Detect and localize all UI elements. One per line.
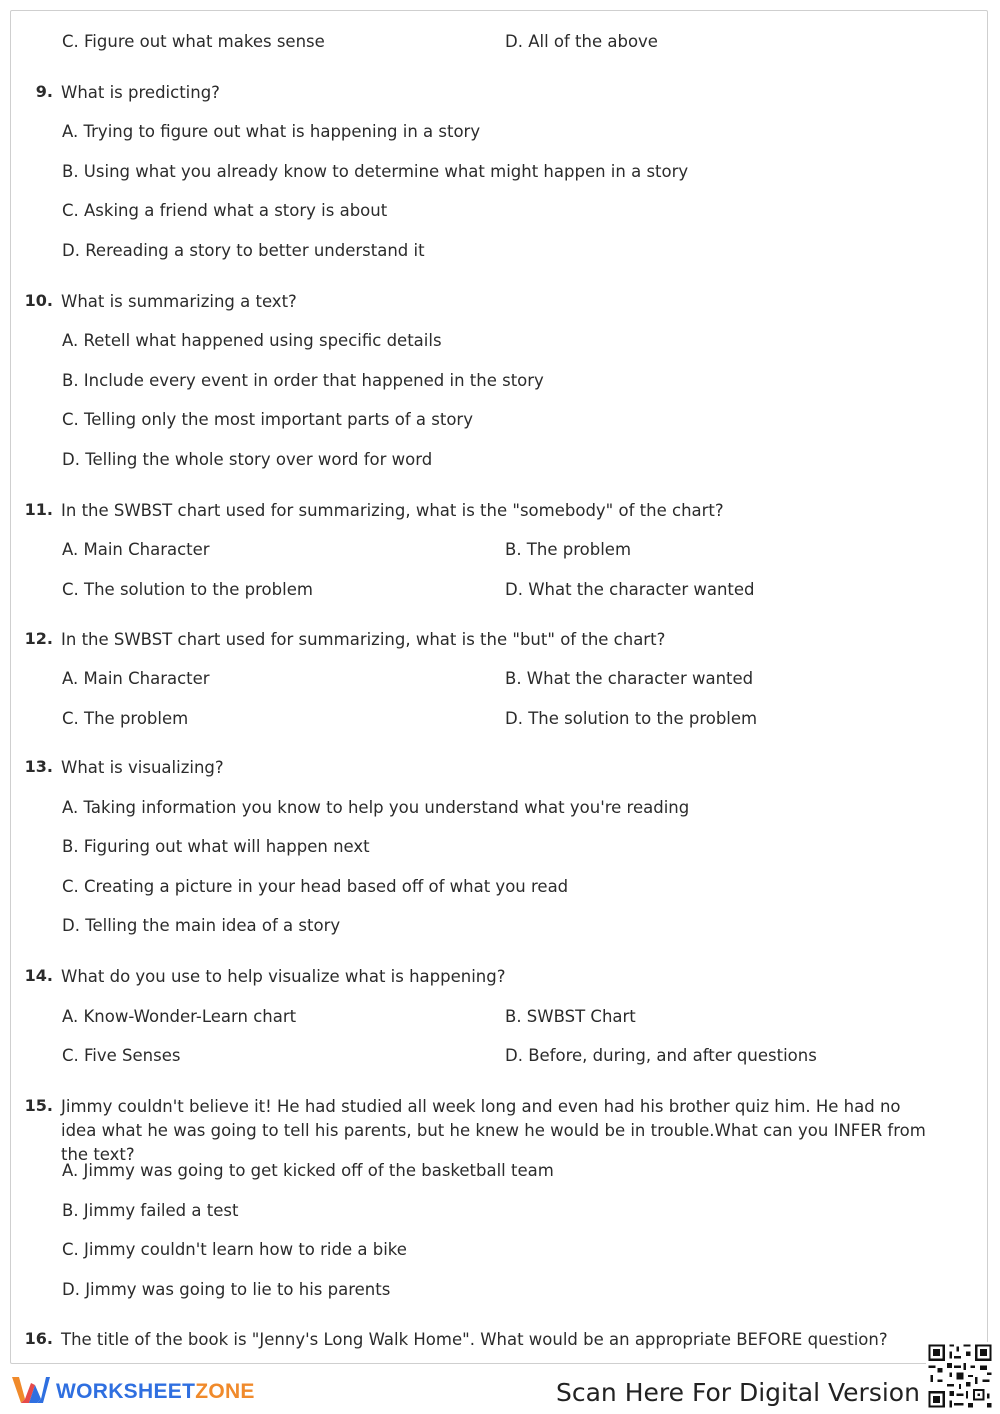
scan-instruction: Scan Here For Digital Version bbox=[556, 1378, 920, 1407]
answer-option[interactable]: A. Jimmy was going to get kicked off of the basketball team bbox=[62, 1161, 554, 1180]
answer-option[interactable]: C. Jimmy couldn't learn how to ride a bike bbox=[62, 1240, 407, 1259]
answer-option[interactable]: D. Telling the main idea of a story bbox=[62, 916, 341, 935]
answer-option[interactable]: D. What the character wanted bbox=[505, 580, 755, 599]
question-number: 14. bbox=[24, 966, 53, 985]
answer-option[interactable]: A. Taking information you know to help you understand what you're reading bbox=[62, 798, 690, 817]
answer-option[interactable]: C. The problem bbox=[62, 709, 189, 728]
footer-brand[interactable] bbox=[10, 1374, 255, 1410]
question-text: What do you use to help visualize what is happening? bbox=[61, 967, 506, 986]
question-number: 16. bbox=[24, 1329, 53, 1348]
question-text: What is predicting? bbox=[61, 83, 220, 102]
worksheet-page bbox=[10, 10, 988, 1364]
question-text: In the SWBST chart used for summarizing, what is the "somebody" of the chart? bbox=[61, 501, 724, 520]
answer-option[interactable]: C. Telling only the most important parts of a story bbox=[62, 410, 473, 429]
worksheetzone-logo-icon bbox=[10, 1373, 50, 1411]
answer-option[interactable]: B. Using what you already know to determine what might happen in a story bbox=[62, 162, 689, 181]
answer-option[interactable]: A. Main Character bbox=[62, 669, 210, 688]
question-number: 11. bbox=[24, 500, 53, 519]
q8-option-c[interactable]: C. Figure out what makes sense bbox=[62, 32, 325, 51]
question-number: 15. bbox=[24, 1096, 53, 1115]
question-number: 13. bbox=[24, 757, 53, 776]
answer-option[interactable]: B. Figuring out what will happen next bbox=[62, 837, 370, 856]
answer-option[interactable]: B. The problem bbox=[505, 540, 632, 559]
answer-option[interactable]: A. Trying to figure out what is happening in a story bbox=[62, 122, 481, 141]
question-text: Jimmy couldn't believe it! He had studied all week long and even had his brother quiz him. He had no idea what he was going to tell his parents, but he knew he would be in trouble.What can you INFER from the text? bbox=[61, 1097, 926, 1164]
answer-option[interactable]: D. Rereading a story to better understand it bbox=[62, 241, 425, 260]
answer-option[interactable]: D. Telling the whole story over word for word bbox=[62, 450, 433, 469]
question-number: 10. bbox=[24, 291, 53, 310]
answer-option[interactable]: D. The solution to the problem bbox=[505, 709, 758, 728]
answer-option[interactable]: A. Retell what happened using specific details bbox=[62, 331, 442, 350]
question-text: What is visualizing? bbox=[61, 758, 224, 777]
answer-option[interactable]: B. SWBST Chart bbox=[505, 1007, 636, 1026]
question-text: The title of the book is "Jenny's Long Walk Home". What would be an appropriate BEFORE question? bbox=[61, 1330, 888, 1349]
answer-option[interactable]: A. Main Character bbox=[62, 540, 210, 559]
answer-option[interactable]: B. Include every event in order that happened in the story bbox=[62, 371, 544, 390]
answer-option[interactable]: C. Five Senses bbox=[62, 1046, 181, 1065]
q8-option-d[interactable]: D. All of the above bbox=[505, 32, 658, 51]
brand-part-worksheet: WORKSHEET bbox=[56, 1380, 196, 1403]
answer-option[interactable]: D. Jimmy was going to lie to his parents bbox=[62, 1280, 391, 1299]
answer-option[interactable]: C. Asking a friend what a story is about bbox=[62, 201, 388, 220]
answer-option[interactable]: D. Before, during, and after questions bbox=[505, 1046, 817, 1065]
brand-part-zone: ZONE bbox=[195, 1380, 255, 1403]
answer-option[interactable]: B. Jimmy failed a test bbox=[62, 1201, 239, 1220]
question-number: 9. bbox=[35, 82, 53, 101]
answer-option[interactable]: A. Know-Wonder-Learn chart bbox=[62, 1007, 297, 1026]
qr-code-icon[interactable] bbox=[926, 1342, 994, 1410]
answer-option[interactable]: C. The solution to the problem bbox=[62, 580, 313, 599]
question-number: 12. bbox=[24, 629, 53, 648]
question-text: What is summarizing a text? bbox=[61, 292, 297, 311]
question-text: In the SWBST chart used for summarizing, what is the "but" of the chart? bbox=[61, 630, 666, 649]
answer-option[interactable]: B. What the character wanted bbox=[505, 669, 754, 688]
brand-name bbox=[56, 1380, 255, 1404]
answer-option[interactable]: C. Creating a picture in your head based off of what you read bbox=[62, 877, 569, 896]
